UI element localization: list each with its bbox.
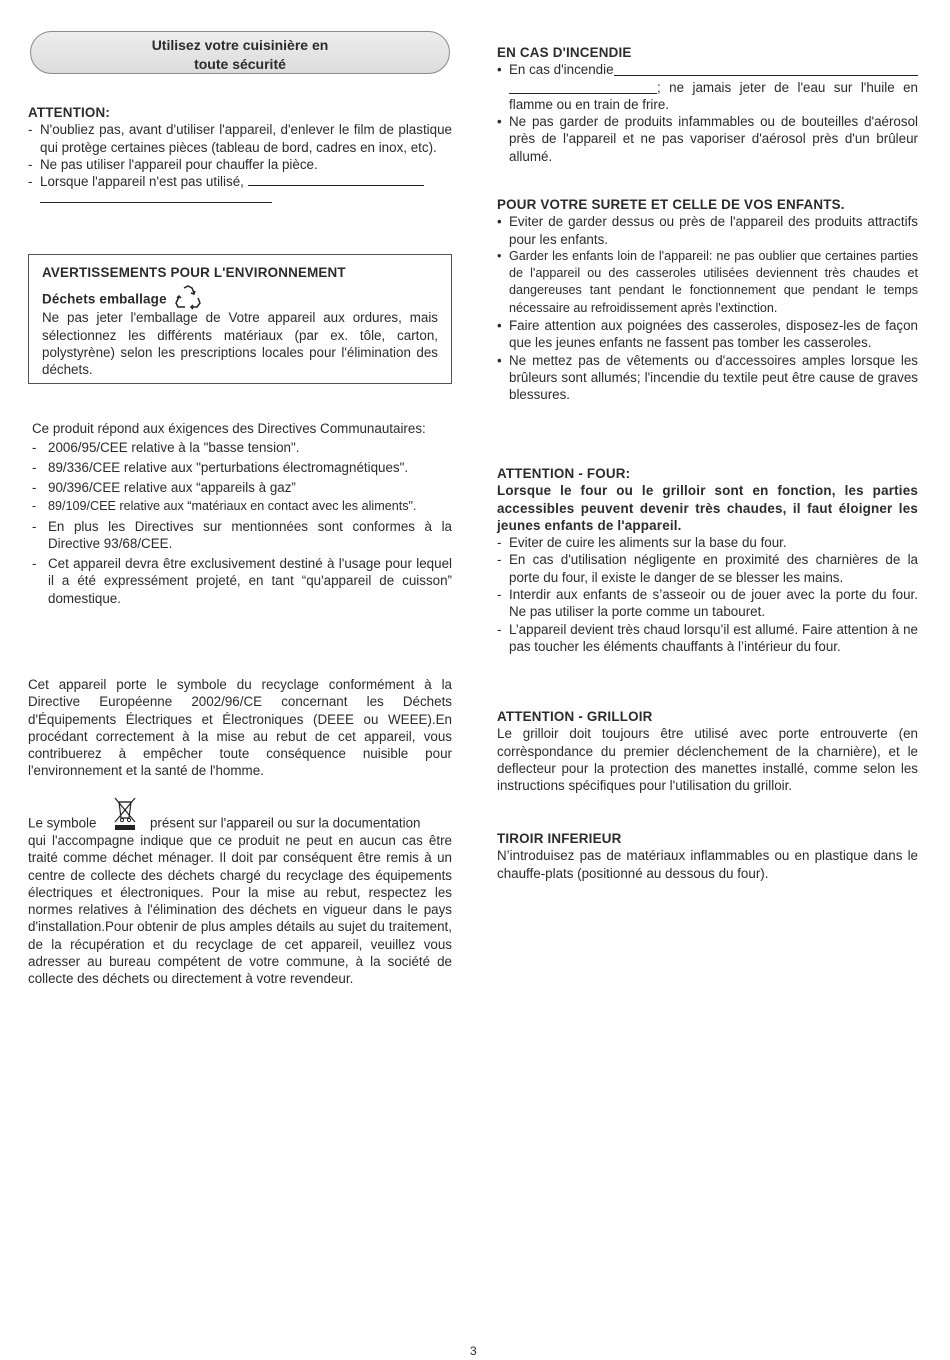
children-list xyxy=(497,213,918,403)
oven-heading: ATTENTION - FOUR: xyxy=(497,466,631,481)
environment-box xyxy=(28,254,452,384)
page-number: 3 xyxy=(470,1344,477,1358)
fire-item1-end: flamme ou en train de frire. xyxy=(509,96,670,112)
list-item: - Interdir aux enfants de s’asseoir ou de jouer avec la porte du four. Ne pas utiliser la porte comme un tabouret. xyxy=(497,586,918,621)
attention-heading: ATTENTION: xyxy=(28,105,111,120)
blank-line xyxy=(509,79,657,94)
drawer-section xyxy=(497,830,918,882)
list-item: • Faire attention aux poignées des casseroles, disposez-les de façon que les jeunes enfants ne fassent pas tomber les casseroles. xyxy=(497,317,918,352)
blank-line xyxy=(40,202,272,203)
directives-intro: Ce produit répond aux éxigences des Directives Communautaires: xyxy=(32,421,426,436)
packaging-subheading: Déchets emballage xyxy=(42,292,167,307)
attention-section xyxy=(28,104,452,204)
list-item-text: Lorsque l'appareil n'est pas utilisé, xyxy=(40,174,244,190)
children-section xyxy=(497,196,918,404)
fire-item1-start: • En cas d'incendie xyxy=(509,62,614,78)
list-item: - 2006/95/CEE relative à la "basse tension". xyxy=(28,439,452,456)
children-heading: POUR VOTRE SURETE ET CELLE DE VOS ENFANTS. xyxy=(497,197,845,212)
environment-heading: AVERTISSEMENTS POUR L'ENVIRONNEMENT xyxy=(42,265,346,280)
directives-section xyxy=(28,420,452,609)
list-item: - Ne pas utiliser l'appareil pour chauffer la pièce. xyxy=(28,156,452,173)
crossed-bin-icon xyxy=(110,796,140,832)
list-item: - En plus les Directives sur mentionnées sont conformes à la Directive 93/68/CEE. xyxy=(28,518,452,553)
list-item: - N'oubliez pas, avant d'utiliser l'appareil, d'enlever le film de plastique qui protège certaines pièces (tableau de bord, cadres en inox, etc). xyxy=(28,121,452,156)
symbol-prefix: Le symbole xyxy=(28,815,97,831)
drawer-text: N’introduisez pas de matériaux inflammables ou en plastique dans le chauffe-plats (positionné au dessous du four). xyxy=(497,848,918,881)
grill-section xyxy=(497,708,918,794)
page-title xyxy=(30,31,450,74)
fire-heading: EN CAS D'INCENDIE xyxy=(497,45,632,60)
list-item: • Ne pas garder de produits infammables ou de bouteilles d'aérosol près de l'appareil et ne pas vaporiser d'aérosol près d'un brûleur allumé. xyxy=(497,113,918,165)
fire-section xyxy=(497,44,918,165)
drawer-heading: TIROIR INFERIEUR xyxy=(497,831,622,846)
blank-line xyxy=(614,61,918,76)
page-title-line2: toute sécurité xyxy=(194,56,286,72)
fire-list xyxy=(497,61,918,165)
grill-heading: ATTENTION - GRILLOIR xyxy=(497,709,653,724)
grill-text: Le grilloir doit toujours être utilisé avec porte entrouverte (en corrèspondance du premier déclenchement de la charnière), et le deflecteur pour la protection des manettes installé, comme selon les instructions spécifiques pour l'utilisation du grilloir. xyxy=(497,726,918,794)
recycling-paragraph-1: Cet appareil porte le symbole du recyclage conformément à la Directive Européenne 2002/96/CE concernant les Déchets d'Équipements Électriques et Électroniques (DEEE ou WEEE).En procédant correctement à la mise au rebut de cet appareil, vous contribuerez à empêcher toute conséquence nuisible pour l'environnement et la santé de l'homme. xyxy=(28,677,452,779)
recycling-section xyxy=(28,796,452,988)
list-item: • Eviter de garder dessus ou près de l'appareil des produits attractifs pour les enfants. xyxy=(497,213,918,248)
page-title-line1: Utilisez votre cuisinière en xyxy=(151,37,329,53)
blank-line xyxy=(248,185,424,186)
packaging-text: Ne pas jeter l'emballage de Votre appareil aux ordures, mais sélectionnez les différents matériaux (par ex. tôle, carton, polystyrène) selon les prescriptions locales pour l'élimination des déchets. xyxy=(42,310,438,378)
list-item: - 89/109/CEE relative aux “matériaux en contact avec les aliments". xyxy=(28,498,452,515)
list-item: - Cet appareil devra être exclusivement destiné à l'usage pour lequel il a été expressément projeté, en tant “qu'appareil de cuisson” domestique. xyxy=(28,555,452,607)
list-item: - Eviter de cuire les aliments sur la base du four. xyxy=(497,534,918,551)
fire-item1-rest: ; ne jamais jeter de l'eau sur l'huile en xyxy=(657,79,918,95)
list-item: - 89/336/CEE relative aux "perturbations électromagnétiques". xyxy=(28,459,452,476)
attention-list xyxy=(28,121,452,190)
list-item: - L’appareil devient très chaud lorsqu’il est allumé. Faire attention à ne pas toucher les éléments chauffants à l’intérieur du four. xyxy=(497,621,918,656)
oven-list xyxy=(497,534,918,655)
list-item: • Garder les enfants loin de l'appareil: ne pas oublier que certaines parties de l'appareil ou des casseroles utilisées deviennent très chaudes et dangereuses tant pendant le fonctionnement que pendant le temps nécessaire au refroidissement après l'extinction. xyxy=(497,248,918,317)
list-item: - 90/396/CEE relative aux “appareils à gaz” xyxy=(28,479,452,496)
list-item xyxy=(28,173,452,190)
oven-section xyxy=(497,465,918,655)
recycling-paragraph-2: qui l'accompagne indique que ce produit ne peut en aucun cas être traité comme déchet ménager. Il doit par conséquent être remis à un centre de collecte des déchets chargé du recyclage des équipements électriques et électroniques. Pour la mise au rebut, respectez les normes relatives à l'élimination des déchets en vigueur dans le pays d'installation.Pour obtenir de plus amples détails au sujet du traitement, de la récupération et du recyclage de cet appareil, veuillez vous adresser au bureau compétent de votre commune, à la société de collecte des déchets ou directement à votre revendeur. xyxy=(28,833,452,987)
directives-list xyxy=(28,439,452,607)
list-item xyxy=(497,61,918,113)
oven-warning: Lorsque le four ou le grilloir sont en fonction, les parties accessibles peuvent devenir très chaudes, il faut éloigner les jeunes enfants de l'appareil. xyxy=(497,483,918,533)
list-item: - En cas d'utilisation négligente en proximité des charnières de la porte du four, il existe le danger de se blesser les mains. xyxy=(497,551,918,586)
symbol-suffix: présent sur l'appareil ou sur la documentation xyxy=(149,815,421,831)
list-item: • Ne mettez pas de vêtements ou d'accessoires amples lorsque les brûleurs sont allumés; l'incendie du textile peut être cause de graves blessures. xyxy=(497,352,918,404)
